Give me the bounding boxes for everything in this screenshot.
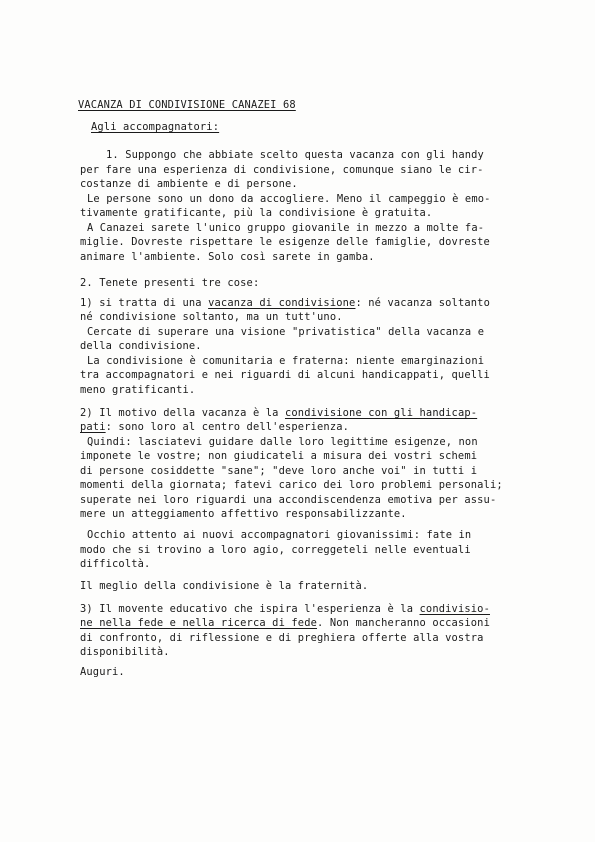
text-line: momenti della giornata; fatevi carico dei loro problemi personali; xyxy=(80,479,503,491)
text-line: mere un atteggiamento affettivo responsabilizzante. xyxy=(80,508,407,520)
underlined-phrase: condivisione con gli handicap- xyxy=(284,407,478,419)
text-line: di persone cosiddette "sane"; "deve loro anche voi" in tutti i xyxy=(80,465,478,477)
text-line: costanze di ambiente e di persone. xyxy=(80,178,298,190)
text-segment: : né vacanza soltanto xyxy=(355,297,490,309)
text-line: di confronto, di riflessione e di preghiera offerte alla vostra xyxy=(80,632,484,644)
text-line: Il meglio della condivisione è la fraternità. xyxy=(80,580,369,592)
text-line: 2. Tenete presenti tre cose: xyxy=(80,277,260,289)
text-line: La condivisione è comunitaria e fraterna: niente emarginazioni xyxy=(87,355,485,367)
text-line xyxy=(80,407,477,420)
text-line: per fare una esperienza di condivisione, comunque siano le cir- xyxy=(80,164,484,176)
underlined-phrase: ne nella fede e nella ricerca di fede xyxy=(80,617,318,629)
underlined-phrase: vacanza di condivisione xyxy=(208,297,356,309)
text-line xyxy=(80,297,490,310)
text-line: né condivisione soltanto, ma un tutt'uno. xyxy=(80,311,343,323)
text-line: difficoltà. xyxy=(80,558,151,570)
text-line xyxy=(80,617,490,630)
text-line: miglie. Dovreste rispettare le esigenze delle famiglie, dovreste xyxy=(80,236,490,248)
text-segment: 2) Il motivo della vacanza è la xyxy=(80,407,285,419)
text-line: Quindi: lasciatevi guidare dalle loro legittime esigenze, non xyxy=(87,436,478,448)
text-segment: . Non mancheranno occasioni xyxy=(317,617,490,629)
text-line: modo che si trovino a loro agio, correggeteli nelle eventuali xyxy=(80,544,471,556)
text-line: Cercate di superare una visione "privatistica" della vacanza e xyxy=(87,326,485,338)
document-title: VACANZA DI CONDIVISIONE CANAZEI 68 xyxy=(78,99,296,111)
text-line: Occhio attento ai nuovi accompagnatori giovanissimi: fate in xyxy=(87,529,472,541)
closing-greeting: Auguri. xyxy=(80,666,125,678)
text-line xyxy=(80,603,490,616)
text-line: superate nei loro riguardi una accondiscendenza emotiva per assu- xyxy=(80,494,497,506)
text-line: Le persone sono un dono da accogliere. Meno il campeggio è emo- xyxy=(87,193,491,205)
text-line xyxy=(80,421,349,434)
text-line: animare l'ambiente. Solo così sarete in gamba. xyxy=(80,251,375,263)
text-line: meno gratificanti. xyxy=(80,384,196,396)
text-line: disponibilità. xyxy=(80,646,170,658)
salutation: Agli accompagnatori: xyxy=(91,121,220,133)
underlined-phrase: pati xyxy=(80,421,106,433)
text-segment: 3) Il movente educativo che ispira l'esperienza è la xyxy=(80,603,420,615)
underlined-phrase: condivisio- xyxy=(419,603,490,615)
text-line: della condivisione. xyxy=(80,340,202,352)
text-line: A Canazei sarete l'unico gruppo giovanile in mezzo a molte fa- xyxy=(87,222,485,234)
text-segment: 1) si tratta di una xyxy=(80,297,209,309)
text-line: 1. Suppongo che abbiate scelto questa vacanza con gli handy xyxy=(106,149,484,161)
text-segment: : sono loro al centro dell'esperienza. xyxy=(105,421,350,433)
text-line: imponete le vostre; non giudicateli a misura dei vostri schemi xyxy=(80,450,478,462)
text-line: tivamente gratificante, più la condivisione è gratuita. xyxy=(80,207,433,219)
text-line: tra accompagnatori e nei riguardi di alcuni handicappati, quelli xyxy=(80,369,490,381)
